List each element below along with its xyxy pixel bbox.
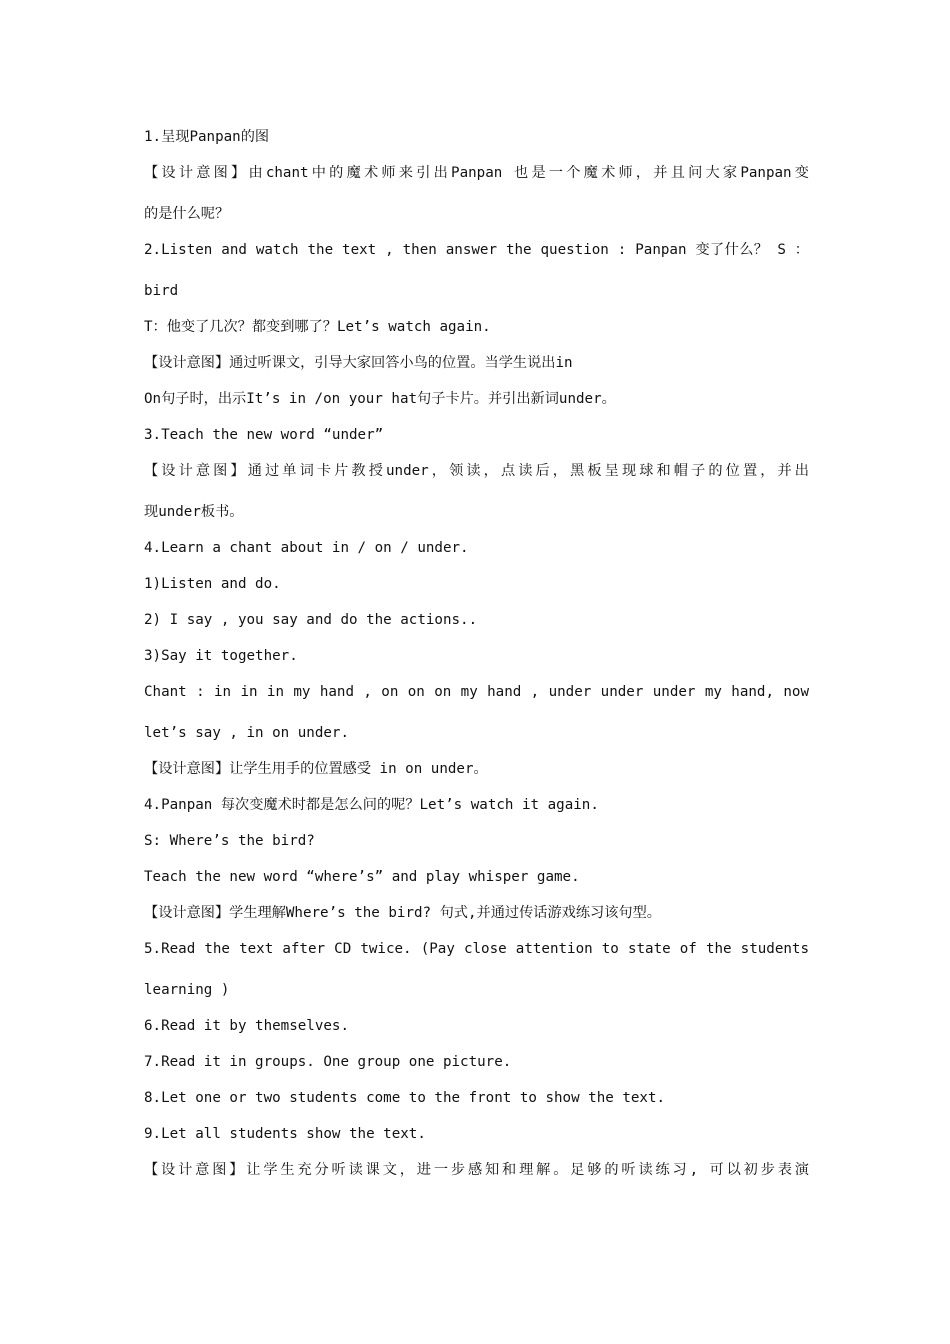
design-intent-3-continued: 现under板书。	[144, 504, 244, 520]
step-2-line: 2.Listen and watch the text , then answer the question : Panpan 变了什么？ S ：	[144, 242, 809, 258]
substep-3-line: 3)Say it together.	[144, 648, 298, 664]
design-intent-5-line: 【设计意图】学生理解Where’s the bird? 句式,并通过传话游戏练习该句型。	[144, 905, 661, 921]
chant-continued: let’s say , in on under.	[144, 725, 349, 741]
chant-line: Chant : in in in my hand , on on on my hand , under under under my hand, now	[144, 684, 809, 700]
step-2-answer: bird	[144, 283, 179, 299]
design-intent-6-line: 【设计意图】让学生充分听读课文，进一步感知和理解。足够的听读练习, 可以初步表演	[144, 1162, 809, 1178]
design-intent-1-continued: 的是什么呢？	[144, 206, 230, 222]
step-7-line: 7.Read it in groups. One group one picture.	[144, 1054, 512, 1070]
step-3-line: 3.Teach the new word “under”	[144, 427, 384, 443]
step-8-line: 8.Let one or two students come to the front to show the text.	[144, 1090, 666, 1106]
step-4b-line: 4.Panpan 每次变魔术时都是怎么问的呢？Let’s watch it again.	[144, 797, 599, 813]
step-5-line: 5.Read the text after CD twice. (Pay close attention to state of the students	[144, 941, 809, 957]
step-6-line: 6.Read it by themselves.	[144, 1018, 349, 1034]
step-5-continued: learning )	[144, 982, 230, 998]
step-1-line: 1.呈现Panpan的图	[144, 129, 270, 145]
step-9-line: 9.Let all students show the text.	[144, 1126, 426, 1142]
substep-1-line: 1)Listen and do.	[144, 576, 281, 592]
teach-where-line: Teach the new word “where’s” and play whisper game.	[144, 869, 580, 885]
design-intent-3-line: 【设计意图】通过单词卡片教授under，领读，点读后，黑板呈现球和帽子的位置，并出	[144, 463, 809, 479]
design-intent-1-line: 【设计意图】由chant中的魔术师来引出Panpan 也是一个魔术师，并且问大家Panpan变	[144, 165, 809, 181]
step-4-line: 4.Learn a chant about in / on / under.	[144, 540, 469, 556]
design-intent-2-line: 【设计意图】通过听课文，引导大家回答小鸟的位置。当学生说出in	[144, 355, 573, 371]
substep-2-line: 2) I say , you say and do the actions..	[144, 612, 478, 628]
teacher-question-line: T：他变了几次？都变到哪了？Let’s watch again.	[144, 319, 491, 335]
student-answer-line: S: Where’s the bird?	[144, 833, 315, 849]
design-intent-2-continued: On句子时，出示It’s in /on your hat句子卡片。并引出新词under。	[144, 391, 616, 407]
design-intent-4-line: 【设计意图】让学生用手的位置感受 in on under。	[144, 761, 488, 777]
